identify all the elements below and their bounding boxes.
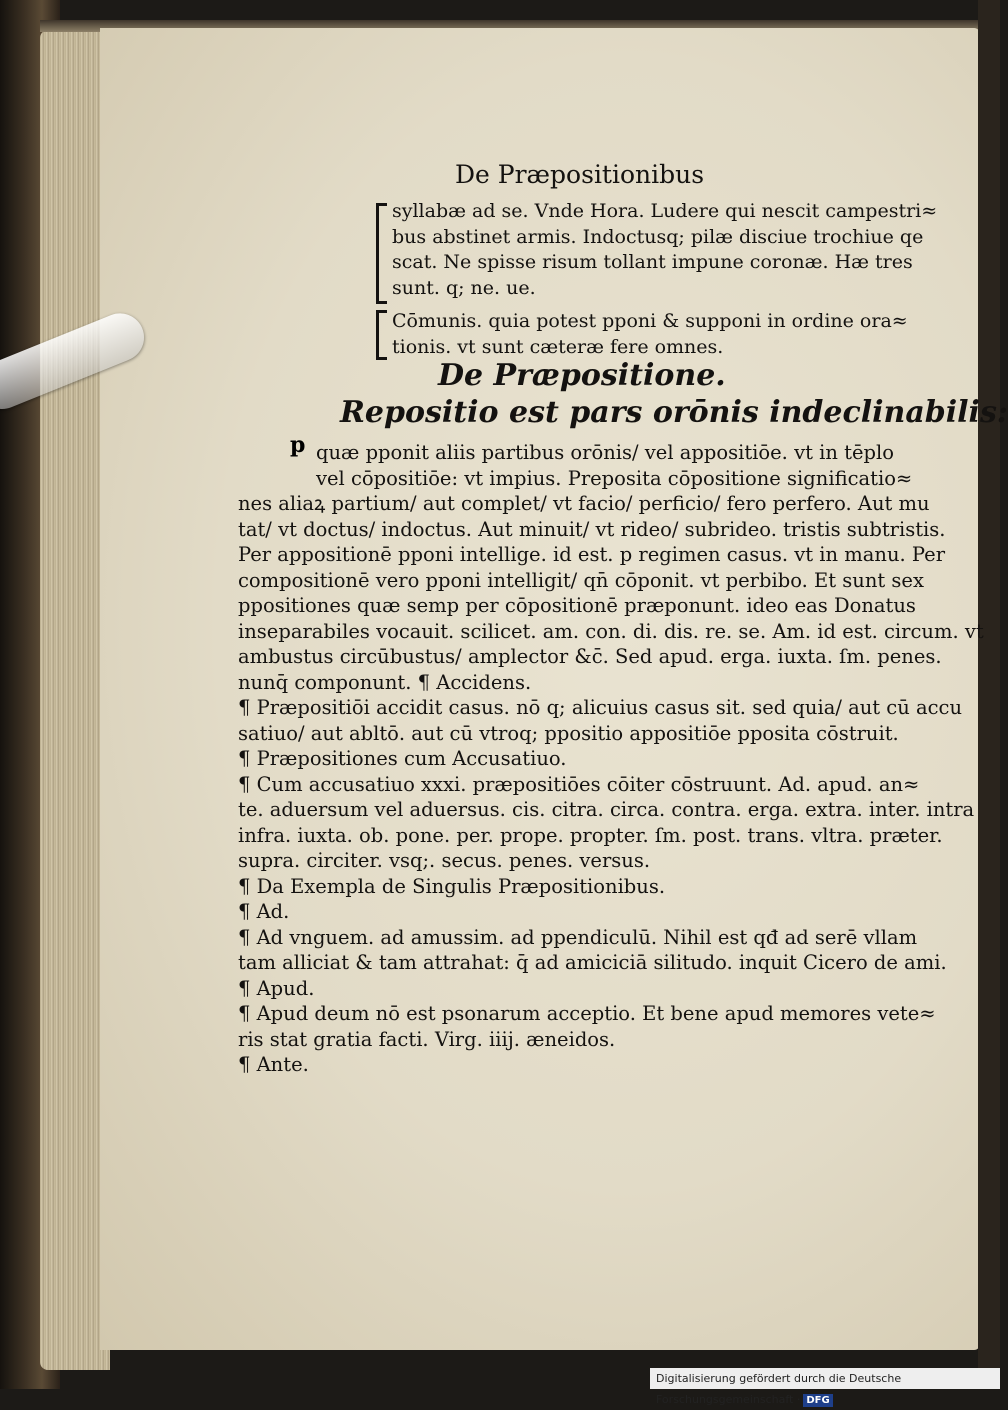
page-header: De Præpositionibus	[455, 160, 705, 189]
text-line: ¶ Apud deum nō est psonarum acceptio. Et bene apud memores vete≈	[238, 1002, 936, 1025]
text-line: Per appositionē pponi intellige. id est. p regimen casus. vt in manu. Per	[238, 543, 946, 566]
bracket-block-2	[392, 310, 908, 361]
text-line: quæ pponit aliis partibus orōnis/ vel appositiōe. vt in tēplo	[316, 441, 894, 464]
bracket-mark	[376, 310, 387, 360]
text-line: tionis. vt sunt cæteræ fere omnes.	[392, 335, 724, 358]
section-lead: Repositio est pars orōnis indeclinabilis:	[340, 395, 1008, 430]
dfg-logo: DFG	[803, 1394, 832, 1407]
text-line: te. aduersum vel aduersus. cis. citra. circa. contra. erga. extra. inter. intra	[238, 798, 975, 821]
text-line: nunq̄ componunt. ¶ Accidens.	[238, 670, 532, 694]
body-text	[238, 440, 984, 1078]
text-line: tat/ vt doctus/ indoctus. Aut minuit/ vt rideo/ subrideo. tristis subtristis.	[238, 517, 946, 541]
text-line: ¶ Ad.	[238, 900, 290, 923]
text-line: ¶ Præpositiones cum Accusatiuo.	[238, 747, 567, 770]
text-line: ¶ Ad vnguem. ad amussim. ad ppendiculū. Nihil est qđ ad serē vllam	[238, 925, 918, 949]
text-line: compositionē vero pponi intelligit/ qn̄ cōponit. vt perbibo. Et sunt sex	[238, 568, 924, 592]
text-line: scat. Ne spisse risum tollant impune coronæ. Hæ tres	[392, 251, 913, 273]
initial-letter: p	[290, 432, 306, 458]
text-line: syllabæ ad se. Vnde Hora. Ludere qui nescit campestri≈	[392, 200, 938, 222]
text-line: sunt. q; ne. ue.	[392, 276, 536, 299]
footer-credit	[650, 1368, 1000, 1406]
text-line: infra. iuxta. ob. pone. per. prope. propter. ſm. post. trans. vltra. præter.	[238, 823, 943, 847]
text-line: Cōmunis. quia potest pponi & supponi in ordine ora≈	[392, 310, 908, 332]
text-line: ¶ Da Exempla de Singulis Præpositionibus.	[238, 874, 666, 898]
text-line: nes aliaꝝ partium/ aut complet/ vt facio/ perficio/ fero perfero. Aut mu	[238, 492, 930, 515]
bracket-mark	[376, 203, 387, 304]
credit-text: Digitalisierung gefördert durch die Deutsche Forschungsgemeinschaft ·	[656, 1372, 902, 1406]
section-title: De Præpositione.	[438, 358, 726, 393]
text-line: ppositiones quæ semp per cōpositionē præponunt. ideo eas Donatus	[238, 594, 916, 617]
text-line: vel cōpositiōe: vt impius. Preposita cōpositione significatio≈	[316, 466, 913, 490]
text-line: ambustus circūbustus/ amplector &c̄. Sed apud. erga. iuxta. ſm. penes.	[238, 645, 942, 668]
bracket-block-1	[392, 200, 937, 302]
text-line: ris stat gratia facti. Virg. iiij. æneidos.	[238, 1027, 616, 1051]
text-line: ¶ Præpositiōi accidit casus. nō q; alicuius casus sit. sed quia/ aut cū accu	[238, 696, 963, 719]
text-line: supra. circiter. vsq;. secus. penes. versus.	[238, 849, 651, 872]
text-line: inseparabiles vocauit. scilicet. am. con. di. dis. re. se. Am. id est. circum. vt	[238, 619, 984, 643]
text-line: tam alliciat & tam attrahat: q̄ ad amiciciā silitudo. inquit Cicero de ami.	[238, 951, 947, 974]
text-line: ¶ Cum accusatiuo xxxi. præpositiōes cōiter cōstruunt. Ad. apud. an≈	[238, 772, 920, 796]
text-line: satiuo/ aut abltō. aut cū vtroq; ppositio appositiōe pposita cōstruit.	[238, 721, 899, 745]
text-line: bus abstinet armis. Indoctusq; pilæ disciue trochiue qe	[392, 225, 924, 248]
text-line: ¶ Apud.	[238, 976, 315, 1000]
text-line: ¶ Ante.	[238, 1053, 309, 1076]
